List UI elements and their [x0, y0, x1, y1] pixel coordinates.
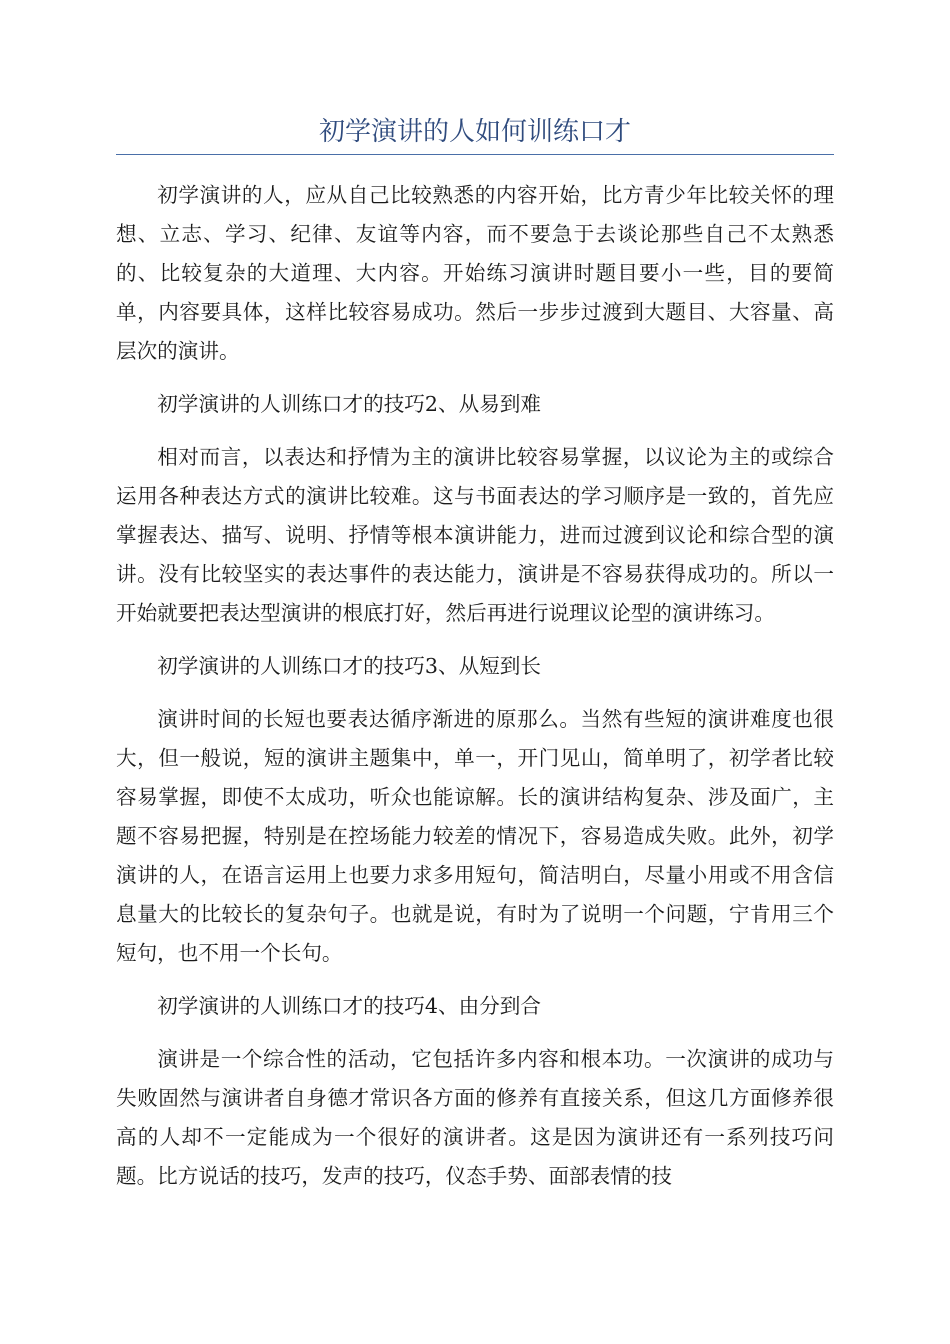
paragraph-technique-4: 演讲是一个综合性的活动，它包括许多内容和根本功。一次演讲的成功与失败固然与演讲者自身德才常识各方面的修养有直接关系，但这几方面修养很高的人却不一定能成为一个很好的演讲者。这是因为演讲还有一系列技巧问题。比方说话的技巧，发声的技巧，仪态手势、面部表情的技: [116, 1047, 834, 1188]
paragraph-intro: 初学演讲的人，应从自己比较熟悉的内容开始，比方青少年比较关怀的理想、立志、学习、纪律、友谊等内容，而不要急于去谈论那些自己不太熟悉的、比较复杂的大道理、大内容。开始练习演讲时题目要小一些，目的要简单，内容要具体，这样比较容易成功。然后一步步过渡到大题目、大容量、高层次的演讲。: [116, 183, 834, 363]
document-body: [116, 176, 834, 1196]
section-heading-technique-2: 初学演讲的人训练口才的技巧2、从易到难: [157, 392, 541, 416]
paragraph-technique-2: 相对而言，以表达和抒情为主的演讲比较容易掌握，以议论为主的或综合运用各种表达方式的演讲比较难。这与书面表达的学习顺序是一致的，首先应掌握表达、描写、说明、抒情等根本演讲能力，进而过渡到议论和综合型的演讲。没有比较坚实的表达事件的表达能力，演讲是不容易获得成功的。所以一开始就要把表达型演讲的根底打好，然后再进行说理议论型的演讲练习。: [116, 445, 834, 625]
paragraph-technique-3: 演讲时间的长短也要表达循序渐进的原那么。当然有些短的演讲难度也很大，但一般说，短的演讲主题集中，单一，开门见山，简单明了，初学者比较容易掌握，即使不太成功，听众也能谅解。长的演讲结构复杂、涉及面广，主题不容易把握，特别是在控场能力较差的情况下，容易造成失败。此外，初学演讲的人，在语言运用上也要力求多用短句，简洁明白，尽量小用或不用含信息量大的比较长的复杂句子。也就是说，有时为了说明一个问题，宁肯用三个短句，也不用一个长句。: [116, 707, 834, 965]
title-underline: [116, 154, 834, 155]
section-heading-technique-4: 初学演讲的人训练口才的技巧4、由分到合: [157, 994, 541, 1018]
document-title: 初学演讲的人如何训练口才: [318, 117, 631, 147]
section-heading-technique-3: 初学演讲的人训练口才的技巧3、从短到长: [157, 654, 541, 678]
